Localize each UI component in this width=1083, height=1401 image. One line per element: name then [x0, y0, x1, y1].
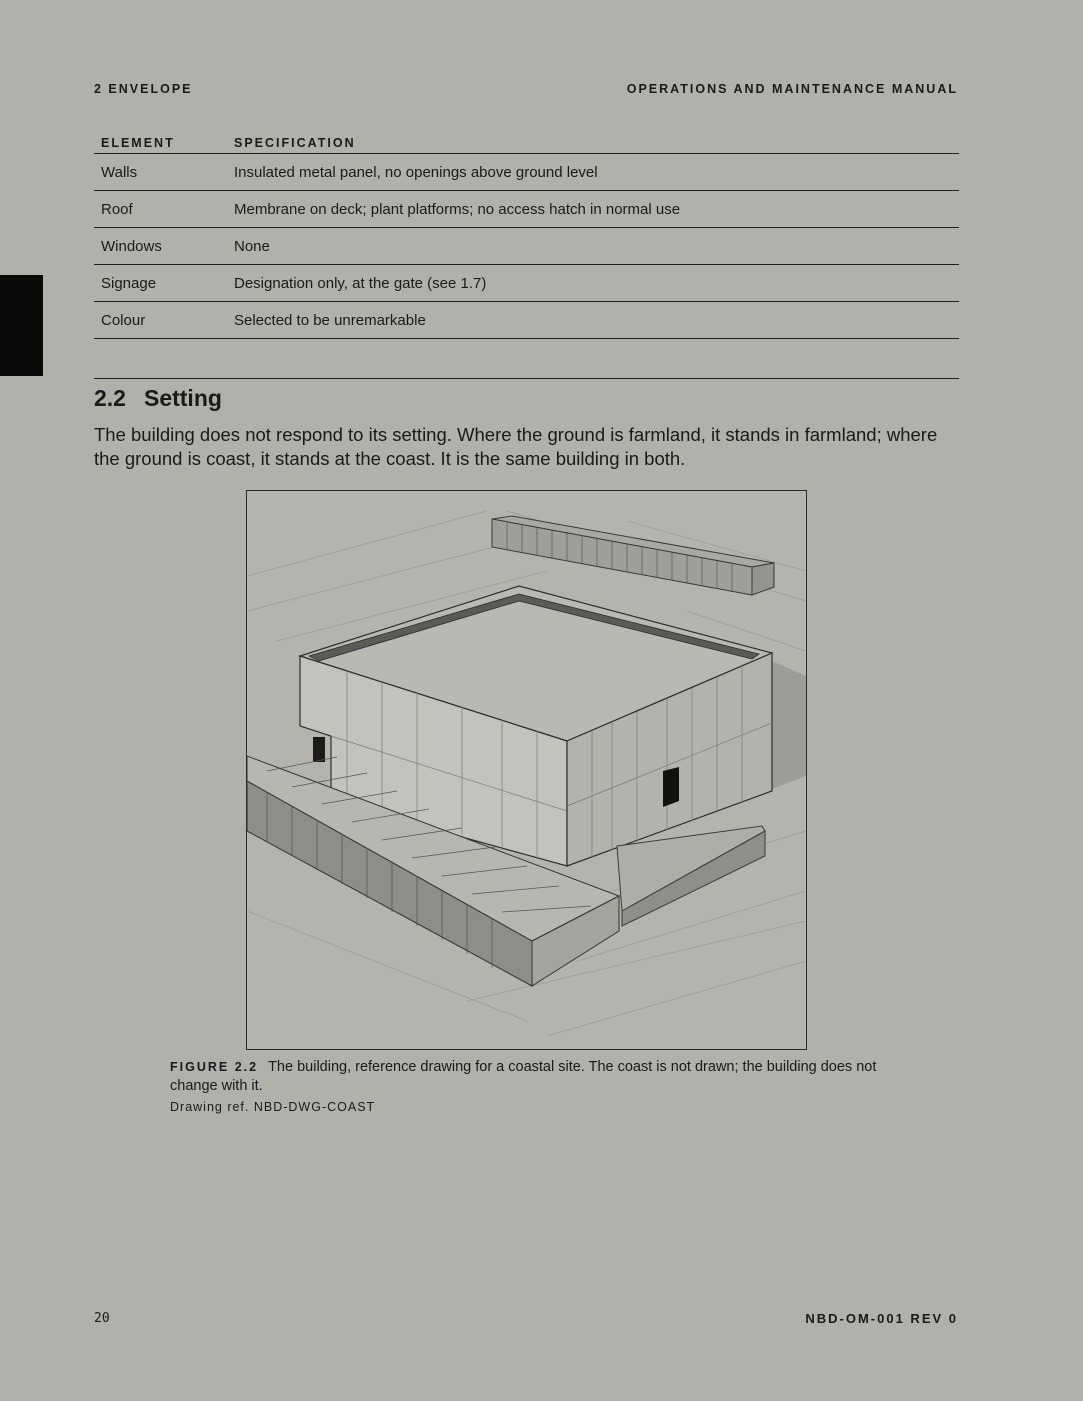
page-number: 20 [94, 1311, 110, 1326]
drawing-reference: Drawing ref. NBD-DWG-COAST [170, 1100, 376, 1114]
column-header-element: ELEMENT [94, 130, 227, 154]
element-cell: Windows [94, 228, 227, 265]
section-title: Setting [143, 385, 222, 411]
building-axonometric-drawing [247, 491, 806, 1049]
figure-building-drawing [246, 490, 807, 1050]
specification-cell: Insulated metal panel, no openings above ground level [227, 154, 959, 191]
figure-caption [170, 1058, 890, 1096]
table-header-row [94, 130, 959, 154]
section-tab-marker [0, 275, 43, 376]
element-cell: Signage [94, 265, 227, 302]
running-head-section: 2 ENVELOPE [94, 82, 193, 96]
front-door-icon [663, 767, 679, 807]
table-row [94, 265, 959, 302]
figure-caption-text: The building, reference drawing for a coastal site. The coast is not drawn; the building does not change with it. [170, 1059, 877, 1094]
side-door-icon [313, 737, 325, 762]
element-cell: Walls [94, 154, 227, 191]
document-reference: NBD-OM-001 REV 0 [805, 1311, 958, 1326]
specification-cell: Selected to be unremarkable [227, 302, 959, 339]
table-row [94, 228, 959, 265]
envelope-spec-table [94, 130, 959, 339]
section-number: 2.2 [94, 385, 126, 411]
figure-label: FIGURE 2.2 [170, 1060, 259, 1074]
specification-cell: None [227, 228, 959, 265]
table-row [94, 191, 959, 228]
section-body-text: The building does not respond to its setting. Where the ground is farmland, it stands in farmland; where the ground is coast, it stands at the coast. It is the same building in both. [94, 424, 938, 469]
table-row [94, 154, 959, 191]
element-cell: Roof [94, 191, 227, 228]
specification-cell: Membrane on deck; plant platforms; no access hatch in normal use [227, 191, 959, 228]
section-divider [94, 378, 959, 379]
section-heading [94, 385, 222, 412]
element-cell: Colour [94, 302, 227, 339]
running-head-manual-title: OPERATIONS AND MAINTENANCE MANUAL [626, 82, 958, 96]
specification-cell: Designation only, at the gate (see 1.7) [227, 265, 959, 302]
table-row [94, 302, 959, 339]
column-header-specification: SPECIFICATION [227, 130, 959, 154]
